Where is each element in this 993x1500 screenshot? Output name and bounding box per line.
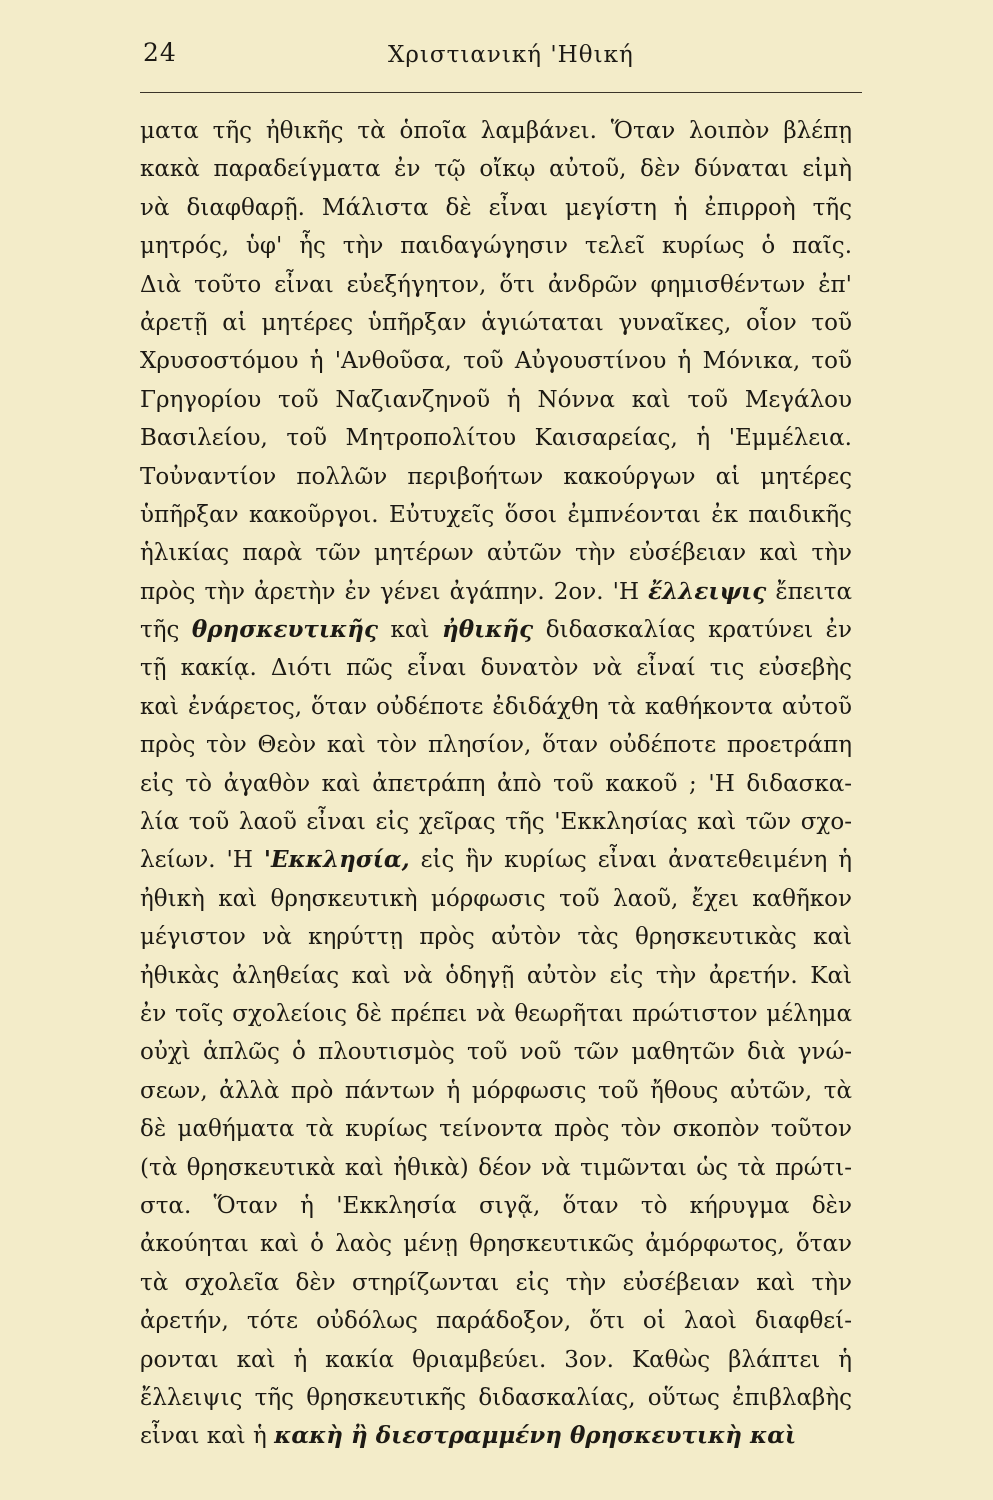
- text-segment: ἔλλειψις τῆς θρησκευτικῆς διδασκαλίας, οὕτως ἐπιβλαβὴς: [140, 1384, 852, 1411]
- text-line: [140, 1187, 852, 1225]
- text-line: [140, 611, 852, 649]
- text-segment: ὑπῆρξαν κακοῦργοι. Εὐτυχεῖς ὅσοι ἐμπνέονται ἐκ παιδικῆς: [140, 501, 852, 528]
- text-line: [140, 1225, 852, 1263]
- emphasized-text: κακὴ ἢ διεστραμμένη θρησκευτικὴ καὶ: [274, 1422, 797, 1450]
- text-segment: ματα τῆς ἠθικῆς τὰ ὁποῖα λαμβάνει. Ὅταν λοιπὸν βλέπῃ: [140, 118, 852, 144]
- text-line: [140, 995, 852, 1033]
- text-segment: τῇ κακίᾳ. Διότι πῶς εἶναι δυνατὸν νὰ εἶναί τις εὐσεβὴς: [140, 655, 852, 682]
- text-line: [140, 649, 852, 687]
- text-line: [140, 304, 852, 342]
- text-segment: εἶναι καὶ ἡ: [140, 1423, 275, 1450]
- text-segment: σεων, ἀλλὰ πρὸ πάντων ἡ μόρφωσις τοῦ ἤθους αὐτῶν, τὰ: [140, 1077, 852, 1104]
- text-line: [140, 957, 852, 995]
- emphasized-text: ἔλλειψις: [648, 577, 767, 605]
- body-text: [140, 112, 852, 1456]
- text-line: [140, 1149, 852, 1187]
- text-line: [140, 688, 852, 726]
- text-line: [140, 573, 852, 611]
- text-line: [140, 765, 852, 803]
- text-segment: Χρυσοστόμου ἡ 'Ανθοῦσα, τοῦ Αὐγουστίνου ἡ Μόνικα, τοῦ: [140, 348, 852, 375]
- text-line: [140, 1302, 852, 1340]
- text-segment: ἠθικὰς ἀληθείας καὶ νὰ ὁδηγῇ αὐτὸν εἰς τὴν ἀρετήν. Καὶ: [140, 962, 852, 989]
- text-segment: Διὰ τοῦτο εἶναι εὐεξήγητον, ὅτι ἀνδρῶν φημισθέντων ἐπ': [140, 271, 852, 298]
- text-segment: ἀκούηται καὶ ὁ λαὸς μένῃ θρησκευτικῶς ἀμόρφωτος, ὅταν: [140, 1231, 852, 1258]
- text-line: [140, 918, 852, 956]
- text-segment: καὶ: [378, 617, 442, 644]
- text-line: [140, 189, 852, 227]
- text-segment: διδασκαλίας κρατύνει ἐν: [533, 617, 853, 644]
- text-line: [140, 458, 852, 496]
- text-line: [140, 1264, 852, 1302]
- text-segment: τὰ σχολεῖα δὲν στηρίζωνται εἰς τὴν εὐσέβειαν καὶ τὴν: [140, 1269, 852, 1296]
- text-segment: ἡλικίας παρὰ τῶν μητέρων αὐτῶν τὴν εὐσέβειαν καὶ τὴν: [140, 540, 852, 567]
- text-segment: καὶ ἐνάρετος, ὅταν οὐδέποτε ἐδιδάχθη τὰ καθήκοντα αὐτοῦ: [140, 693, 852, 720]
- text-line: [140, 1110, 852, 1148]
- text-segment: (τὰ θρησκευτικὰ καὶ ἠθικὰ) δέον νὰ τιμῶνται ὡς τὰ πρώτι-: [140, 1154, 852, 1181]
- text-line: [140, 534, 852, 572]
- text-line: [140, 381, 852, 419]
- text-line: [140, 342, 852, 380]
- text-segment: μέγιστον νὰ κηρύττῃ πρὸς αὐτὸν τὰς θρησκευτικὰς καὶ: [140, 924, 852, 951]
- text-segment: εἰς τὸ ἀγαθὸν καὶ ἀπετράπη ἀπὸ τοῦ κακοῦ ; 'Η διδασκα-: [140, 770, 852, 797]
- text-line: [140, 803, 852, 841]
- text-segment: ἠθικὴ καὶ θρησκευτικὴ μόρφωσις τοῦ λαοῦ, ἔχει καθῆκον: [140, 885, 852, 912]
- text-line: [140, 1379, 852, 1417]
- text-segment: νὰ διαφθαρῇ. Μάλιστα δὲ εἶναι μεγίστη ἡ ἐπιρροὴ τῆς: [140, 194, 852, 221]
- text-segment: δὲ μαθήματα τὰ κυρίως τείνοντα πρὸς τὸν σκοπὸν τοῦτον: [140, 1116, 852, 1143]
- text-segment: πρὸς τὸν Θεὸν καὶ τὸν πλησίον, ὅταν οὐδέποτε προετράπη: [140, 732, 852, 759]
- text-segment: κακὰ παραδείγματα ἐν τῷ οἴκῳ αὐτοῦ, δὲν δύναται εἰμὴ: [140, 156, 852, 183]
- text-segment: ἔπειτα: [766, 578, 852, 605]
- text-segment: Τοὐναντίον πολλῶν περιβοήτων κακούργων αἱ μητέρες: [140, 463, 852, 490]
- text-line: [140, 1033, 852, 1071]
- text-segment: ἀρετῇ αἱ μητέρες ὑπῆρξαν ἁγιώταται γυναῖκες, οἷον τοῦ: [140, 309, 852, 336]
- emphasized-text: 'Εκκλησία,: [263, 846, 410, 874]
- text-segment: λείων. 'Η: [140, 847, 264, 874]
- text-segment: στα. Ὅταν ἡ 'Εκκλησία σιγᾷ, ὅταν τὸ κήρυγμα δὲν: [140, 1192, 852, 1219]
- text-line: [140, 266, 852, 304]
- text-line: [140, 1341, 852, 1379]
- text-line: [140, 1072, 852, 1110]
- text-segment: ἐν τοῖς σχολείοις δὲ πρέπει νὰ θεωρῆται πρώτιστον μέλημα: [140, 1000, 852, 1027]
- text-segment: εἰς ἣν κυρίως εἶναι ἀνατεθειμένη ἡ: [409, 847, 853, 874]
- text-segment: πρὸς τὴν ἀρετὴν ἐν γένει ἀγάπην. 2ον. 'Η: [140, 578, 649, 605]
- emphasized-text: θρησκευτικῆς: [191, 616, 378, 644]
- running-title: Χριστιανική 'Ηθική: [388, 42, 634, 68]
- text-line: [140, 150, 852, 188]
- text-line: [140, 880, 852, 918]
- text-segment: ἀρετήν, τότε οὐδόλως παράδοξον, ὅτι οἱ λαοὶ διαφθεί-: [140, 1308, 852, 1335]
- text-segment: Βασιλείου, τοῦ Μητροπολίτου Καισαρείας, ἡ 'Εμμέλεια.: [140, 425, 852, 452]
- text-segment: οὐχὶ ἁπλῶς ὁ πλουτισμὸς τοῦ νοῦ τῶν μαθητῶν διὰ γνώ-: [140, 1039, 852, 1066]
- text-segment: τῆς: [140, 617, 192, 644]
- text-segment: μητρός, ὑφ' ἧς τὴν παιδαγώγησιν τελεῖ κυρίως ὁ παῖς.: [140, 233, 852, 260]
- header-rule: [140, 92, 862, 93]
- emphasized-text: ἠθικῆς: [442, 616, 534, 644]
- text-line: [140, 841, 852, 879]
- text-segment: ρονται καὶ ἡ κακία θριαμβεύει. 3ον. Καθὼς βλάπτει ἡ: [140, 1346, 852, 1373]
- text-line: [140, 419, 852, 457]
- text-line: [140, 227, 852, 265]
- text-segment: Γρηγορίου τοῦ Ναζιανζηνοῦ ἡ Νόννα καὶ τοῦ Μεγάλου: [140, 386, 852, 413]
- text-line: [140, 112, 852, 150]
- text-segment: λία τοῦ λαοῦ εἶναι εἰς χεῖρας τῆς 'Εκκλησίας καὶ τῶν σχο-: [140, 809, 852, 836]
- text-line: [140, 1417, 852, 1455]
- page-number: 24: [143, 38, 177, 67]
- text-line: [140, 496, 852, 534]
- text-line: [140, 726, 852, 764]
